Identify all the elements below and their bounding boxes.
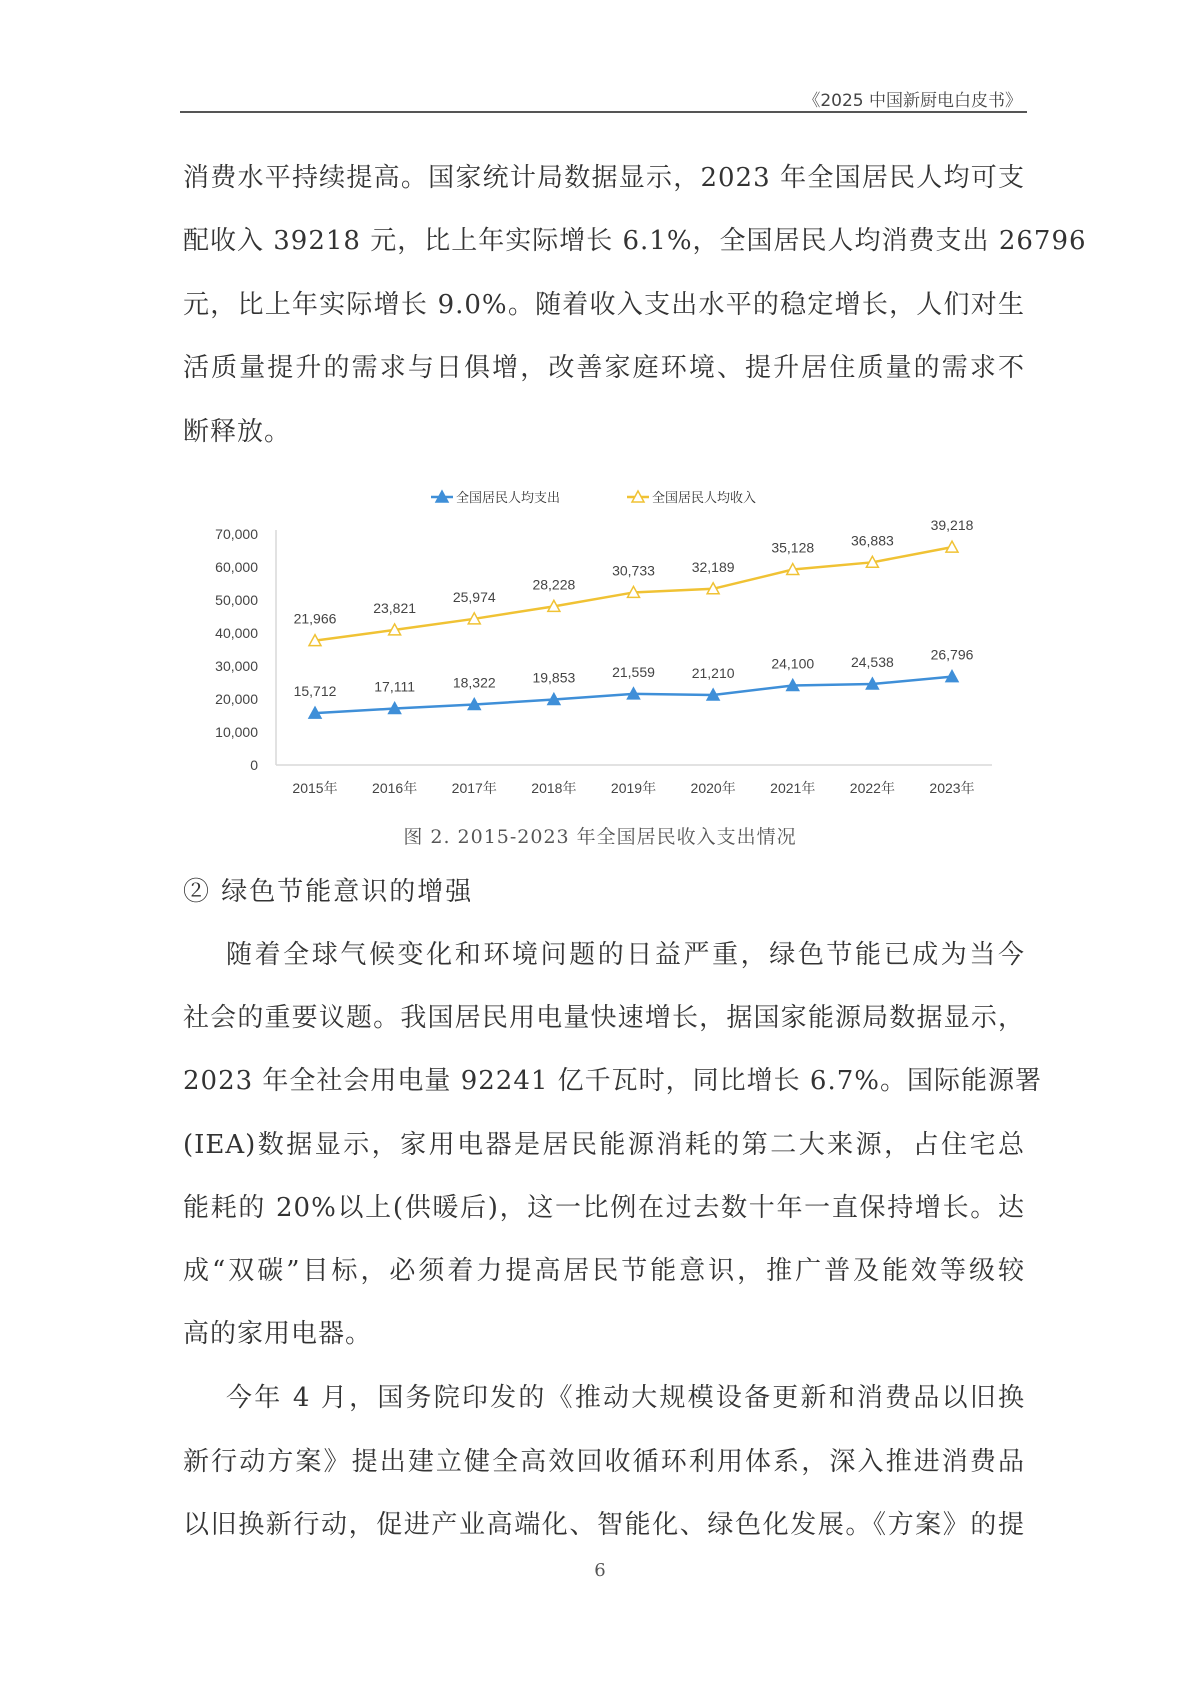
data-label: 23,821 [373,599,417,616]
text-line: 以旧换新行动，促进产业高端化、智能化、绿色化发展。《方案》的提 [183,1510,1025,1540]
data-label: 18,322 [452,674,496,691]
header-rule [180,111,1027,113]
x-tick-label: 2017年 [451,780,497,796]
section-heading: ② 绿色节能意识的增强 [183,877,474,907]
legend-label: 全国居民人均支出 [456,490,561,505]
running-header: 《2025 中国新厨电白皮书》 [803,91,1022,111]
data-label: 28,228 [532,576,576,593]
y-tick-label: 30,000 [215,658,258,674]
text-line: 断释放。 [183,417,292,447]
data-label: 21,210 [691,665,735,682]
x-tick-label: 2023年 [929,780,975,796]
y-tick-label: 40,000 [215,625,258,641]
x-tick-label: 2016年 [372,780,418,796]
income-expense-chart [0,470,1200,830]
text-line: 2023 年全社会用电量 92241 亿千瓦时，同比增长 6.7%。国际能源署 [183,1066,1042,1096]
y-tick-label: 50,000 [215,592,258,608]
data-label: 21,559 [612,663,655,680]
text-line: 今年 4 月，国务院印发的《推动大规模设备更新和消费品以旧换 [226,1383,1025,1413]
page-number: 6 [594,1560,606,1581]
text-line: 能耗的 20%以上(供暖后)，这一比例在过去数十年一直保持增长。达 [183,1193,1025,1223]
text-line: 元，比上年实际增长 9.0%。随着收入支出水平的稳定增长，人们对生 [183,290,1025,320]
x-tick-label: 2019年 [610,780,657,796]
y-tick-label: 20,000 [215,691,258,707]
data-label: 32,189 [691,558,735,575]
data-label: 19,853 [532,669,576,686]
y-tick-label: 60,000 [215,559,258,575]
data-label: 39,218 [930,517,974,534]
x-tick-label: 2018年 [531,780,577,796]
x-tick-label: 2020年 [690,780,736,796]
y-tick-label: 0 [250,757,258,773]
data-label: 17,111 [374,678,415,695]
data-label: 24,100 [771,655,815,672]
figure-caption: 图 2. 2015-2023 年全国居民收入支出情况 [403,826,797,848]
x-tick-label: 2015年 [292,780,338,796]
data-label: 36,883 [850,532,894,549]
data-label: 24,538 [850,654,894,671]
legend-label: 全国居民人均收入 [652,490,757,505]
x-tick-label: 2021年 [770,780,816,796]
data-label: 25,974 [452,588,496,605]
data-label: 15,712 [293,683,337,700]
text-line: 消费水平持续提高。国家统计局数据显示，2023 年全国居民人均可支 [183,163,1025,193]
text-line: 随着全球气候变化和环境问题的日益严重，绿色节能已成为当今 [226,940,1025,970]
text-line: 新行动方案》提出建立健全高效回收循环利用体系，深入推进消费品 [183,1447,1025,1477]
text-line: 社会的重要议题。我国居民用电量快速增长，据国家能源局数据显示， [183,1003,1025,1033]
y-tick-label: 10,000 [215,724,258,740]
data-label: 30,733 [612,562,655,579]
data-point [946,541,958,552]
data-label: 26,796 [930,646,974,663]
text-line: 成“双碳”目标，必须着力提高居民节能意识，推广普及能效等级较 [183,1256,1025,1286]
text-line: 活质量提升的需求与日俱增，改善家庭环境、提升居住质量的需求不 [183,353,1025,383]
data-label: 21,966 [293,610,337,627]
text-line: (IEA)数据显示，家用电器是居民能源消耗的第二大来源，占住宅总 [183,1130,1025,1160]
y-tick-label: 70,000 [215,526,258,542]
text-line: 配收入 39218 元，比上年实际增长 6.1%，全国居民人均消费支出 26796 [183,226,1087,256]
data-label: 35,128 [771,539,815,556]
x-tick-label: 2022年 [849,780,895,796]
text-line: 高的家用电器。 [183,1319,373,1349]
